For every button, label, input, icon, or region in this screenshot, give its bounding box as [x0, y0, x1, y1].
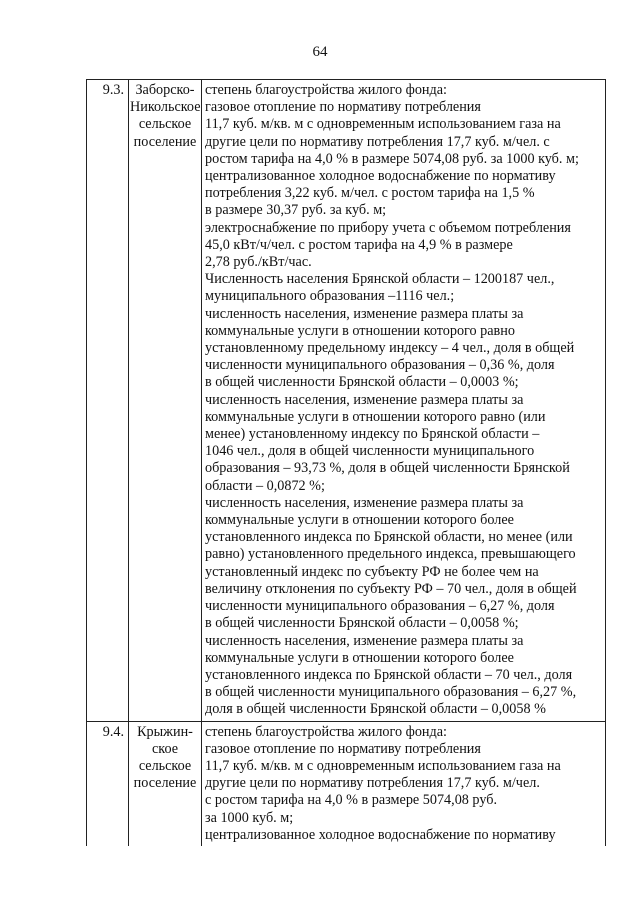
description-line: доля в общей численности Брянской области – 0,0058 % — [205, 701, 546, 718]
description-line: установленному предельному индексу – 4 чел., доля в общей — [205, 340, 575, 357]
description-line: коммунальные услуги в отношении которого равно — [205, 322, 515, 339]
description-line: 11,7 куб. м/кв. м с одновременным использованием газа на — [205, 757, 561, 774]
description-line: газовое отопление по нормативу потребления — [205, 740, 481, 757]
description-line: величину отклонения по субъекту РФ – 70 чел., доля в общей — [205, 580, 577, 597]
description-line: с ростом тарифа на 4,0 % в размере 5074,08 руб. — [205, 792, 498, 809]
description-line: степень благоустройства жилого фонда: — [205, 82, 447, 98]
description-line: численность населения, изменение размера платы за — [205, 632, 524, 649]
municipality-name-line: поселение — [133, 133, 197, 150]
municipality-name-line: ское — [151, 740, 179, 757]
row-description — [202, 721, 606, 846]
description-line: в общей численности муниципального образования – 6,27 %, — [205, 684, 577, 701]
description-line: газовое отопление по нормативу потребления — [205, 99, 481, 116]
description-line: 11,7 куб. м/кв. м с одновременным использованием газа на — [205, 116, 561, 133]
description-line: централизованное холодное водоснабжение по нормативу — [205, 168, 556, 185]
description-line: другие цели по нормативу потребления 17,7 куб. м/чел. с — [205, 133, 550, 150]
description-line: степень благоустройства жилого фонда: — [205, 723, 447, 740]
description-line: коммунальные услуги в отношении которого равно (или — [205, 408, 546, 425]
description-line: менее) установленному индексу по Брянской области – — [205, 426, 540, 443]
page-number: 64 — [312, 44, 328, 60]
description-line: равно) установленного предельного индекса, превышающего — [205, 546, 576, 563]
description-line: другие цели по нормативу потребления 17,7 куб. м/чел. — [205, 775, 540, 792]
description-line: за 1000 куб. м; — [205, 809, 294, 826]
description-line: 1046 чел., доля в общей численности муниципального — [205, 443, 535, 460]
description-line: численность населения, изменение размера платы за — [205, 391, 524, 408]
description-line: области – 0,0872 %; — [205, 477, 325, 494]
row-number: 9.3. — [87, 80, 129, 722]
description-line: установленного индекса по Брянской области – 70 чел., доля — [205, 666, 573, 683]
municipality-name-line: поселение — [133, 775, 197, 792]
description-line: численности муниципального образования – 0,36 %, доля — [205, 357, 555, 374]
tariff-table — [86, 79, 606, 846]
description-line: численности муниципального образования – 6,27 %, доля — [205, 598, 555, 615]
description-line: численность населения, изменение размера платы за — [205, 494, 524, 511]
table-row — [87, 80, 606, 722]
table-row — [87, 721, 606, 846]
municipality-name-line: Никольское — [130, 99, 201, 116]
municipality-name-line: сельское — [138, 116, 192, 133]
description-line: установленного индекса по Брянской области, но менее (или — [205, 529, 573, 546]
description-line: численность населения, изменение размера платы за — [205, 305, 524, 322]
description-line: коммунальные услуги в отношении которого более — [205, 512, 514, 529]
description-line: электроснабжение по прибору учета с объемом потребления — [205, 219, 571, 236]
description-line: в размере 30,37 руб. за куб. м; — [205, 202, 387, 219]
municipality-name-line: Крыжин- — [137, 723, 193, 740]
description-line: потребления 3,22 куб. м/чел. с ростом тарифа на 1,5 % — [205, 185, 535, 202]
description-line: коммунальные услуги в отношении которого более — [205, 649, 514, 666]
description-line: установленный индекс по субъекту РФ не более чем на — [205, 563, 539, 580]
municipality-name-line: сельское — [138, 757, 192, 774]
table-body — [87, 80, 606, 846]
description-line: Численность населения Брянской области – 1200187 чел., — [205, 271, 555, 288]
municipality-name-line: Заборско- — [135, 82, 195, 98]
description-line: централизованное холодное водоснабжение по нормативу — [205, 826, 556, 843]
description-line: образования – 93,73 %, доля в общей численности Брянской — [205, 460, 570, 477]
municipality-name — [129, 80, 202, 722]
description-line: муниципального образования –1116 чел.; — [205, 288, 455, 305]
municipality-name — [129, 721, 202, 846]
description-line: в общей численности Брянской области – 0,0003 %; — [205, 374, 519, 391]
description-line: 45,0 кВт/ч/чел. с ростом тарифа на 4,9 % в размере — [205, 236, 513, 253]
row-description — [202, 80, 606, 722]
description-line: 2,78 руб./кВт/час. — [205, 254, 312, 271]
description-line: в общей численности Брянской области – 0,0058 %; — [205, 615, 519, 632]
row-number: 9.4. — [87, 721, 129, 846]
description-line: ростом тарифа на 4,0 % в размере 5074,08 руб. за 1000 куб. м; — [205, 150, 579, 167]
